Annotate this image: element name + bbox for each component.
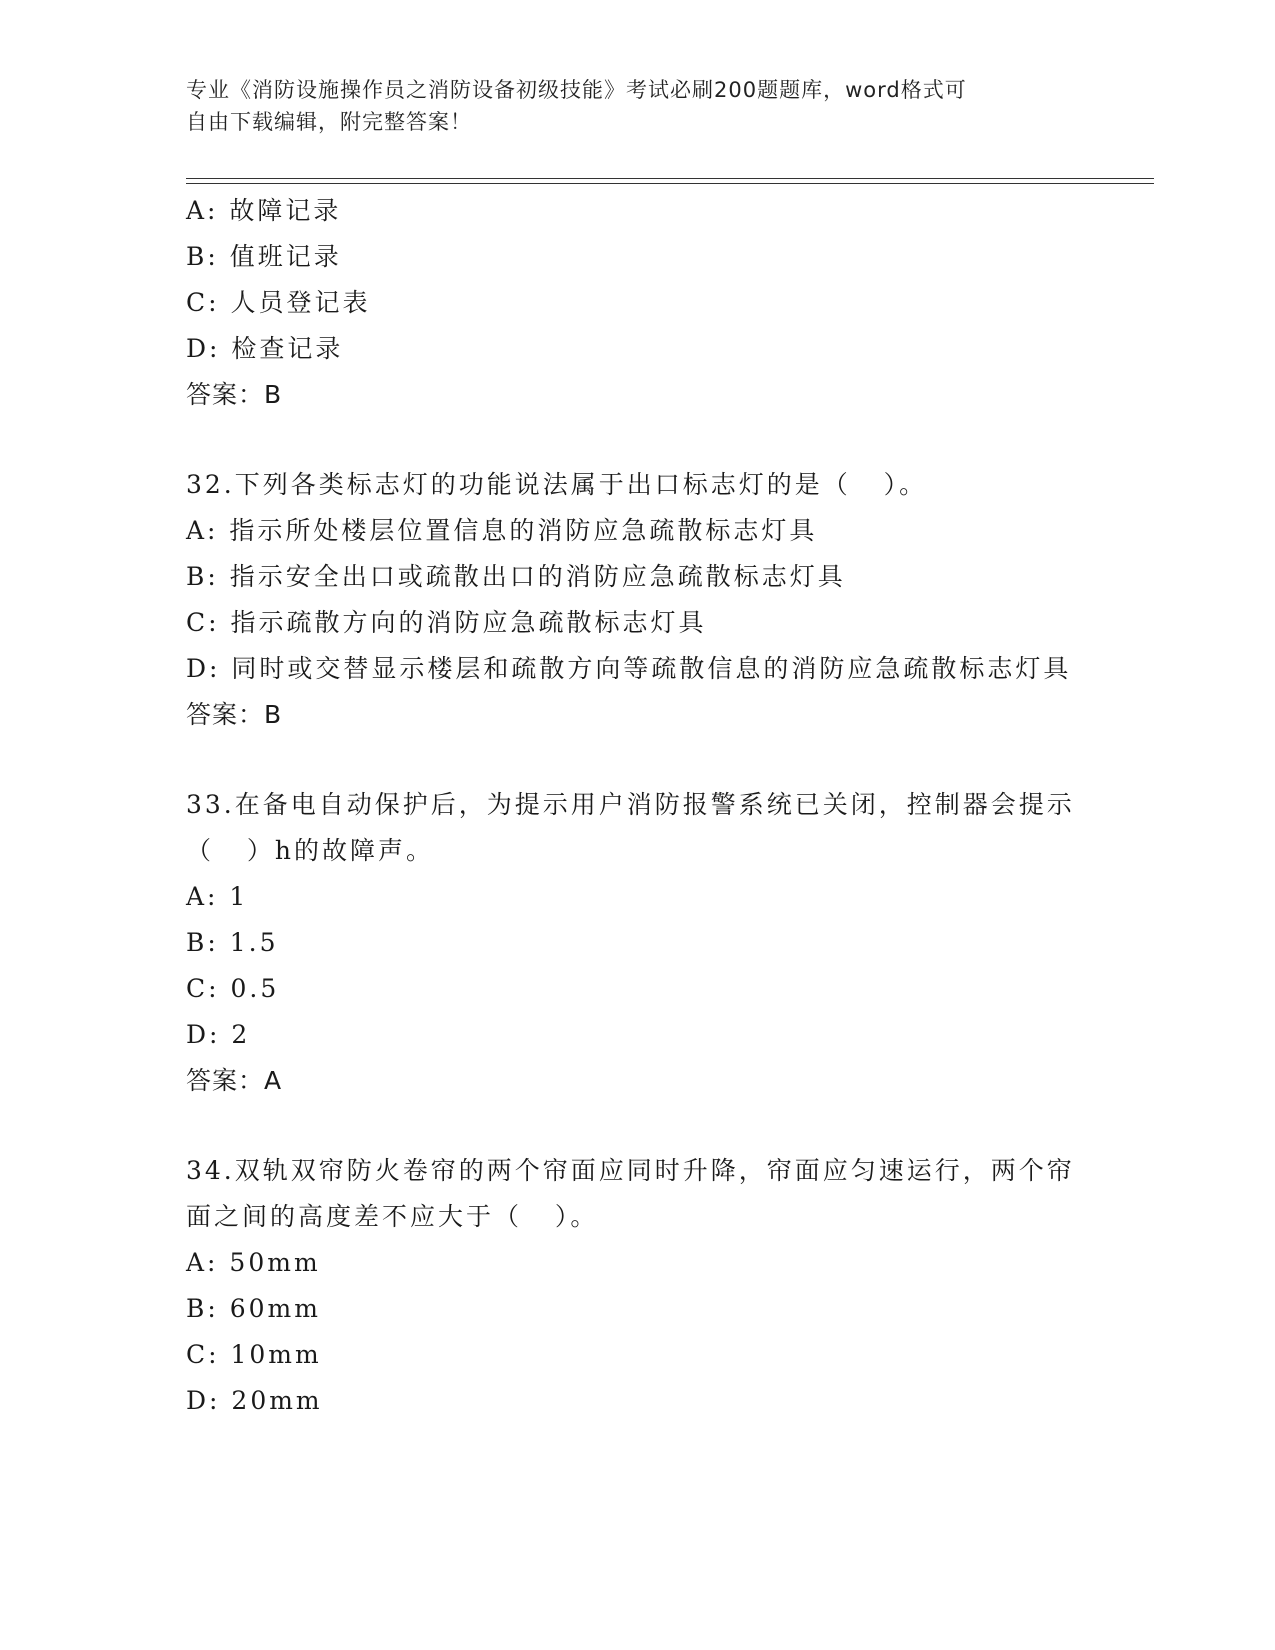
question-stem: 32.下列各类标志灯的功能说法属于出口标志灯的是（ ）。 [186,470,928,499]
spacer [186,1104,1086,1148]
option-a: A: 1 [186,882,249,911]
option-d: D: 检查记录 [186,334,344,363]
page-header [186,74,1066,138]
option-b: B: 1.5 [186,928,279,957]
option-b: B: 值班记录 [186,242,342,271]
option-a: A: 50mm [186,1248,321,1277]
question-stem: 34.双轨双帘防火卷帘的两个帘面应同时升降，帘面应匀速运行，两个帘面之间的高度差不应大于（ ）。 [186,1156,1075,1231]
option-d: D: 2 [186,1020,251,1049]
header-title-line-1: 专业《消防设施操作员之消防设备初级技能》考试必刷200题题库，word格式可 [186,78,967,102]
header-rule-thin [186,183,1154,184]
option-d: D: 同时或交替显示楼层和疏散方向等疏散信息的消防应急疏散标志灯具 [186,654,1072,683]
option-c: C: 10mm [186,1340,322,1369]
question-list [186,188,1086,1424]
answer-line: 答案：B [186,380,283,409]
question-block-32 [186,462,1086,738]
spacer [186,418,1086,462]
question-block-31 [186,188,1086,418]
answer-line: 答案：B [186,700,283,729]
option-a: A: 指示所处楼层位置信息的消防应急疏散标志灯具 [186,516,818,545]
question-stem: 33.在备电自动保护后，为提示用户消防报警系统已关闭，控制器会提示（ ）h的故障声。 [186,790,1075,865]
option-c: C: 指示疏散方向的消防应急疏散标志灯具 [186,608,707,637]
option-c: C: 0.5 [186,974,280,1003]
option-d: D: 20mm [186,1386,323,1415]
option-b: B: 指示安全出口或疏散出口的消防应急疏散标志灯具 [186,562,846,591]
option-b: B: 60mm [186,1294,321,1323]
header-rule-thick [186,178,1154,179]
header-title-line-2: 自由下载编辑，附完整答案！ [186,110,472,134]
option-a: A: 故障记录 [186,196,342,225]
question-block-33 [186,782,1086,1104]
answer-line: 答案：A [186,1066,283,1095]
spacer [186,738,1086,782]
question-block-34 [186,1148,1086,1424]
option-c: C: 人员登记表 [186,288,371,317]
